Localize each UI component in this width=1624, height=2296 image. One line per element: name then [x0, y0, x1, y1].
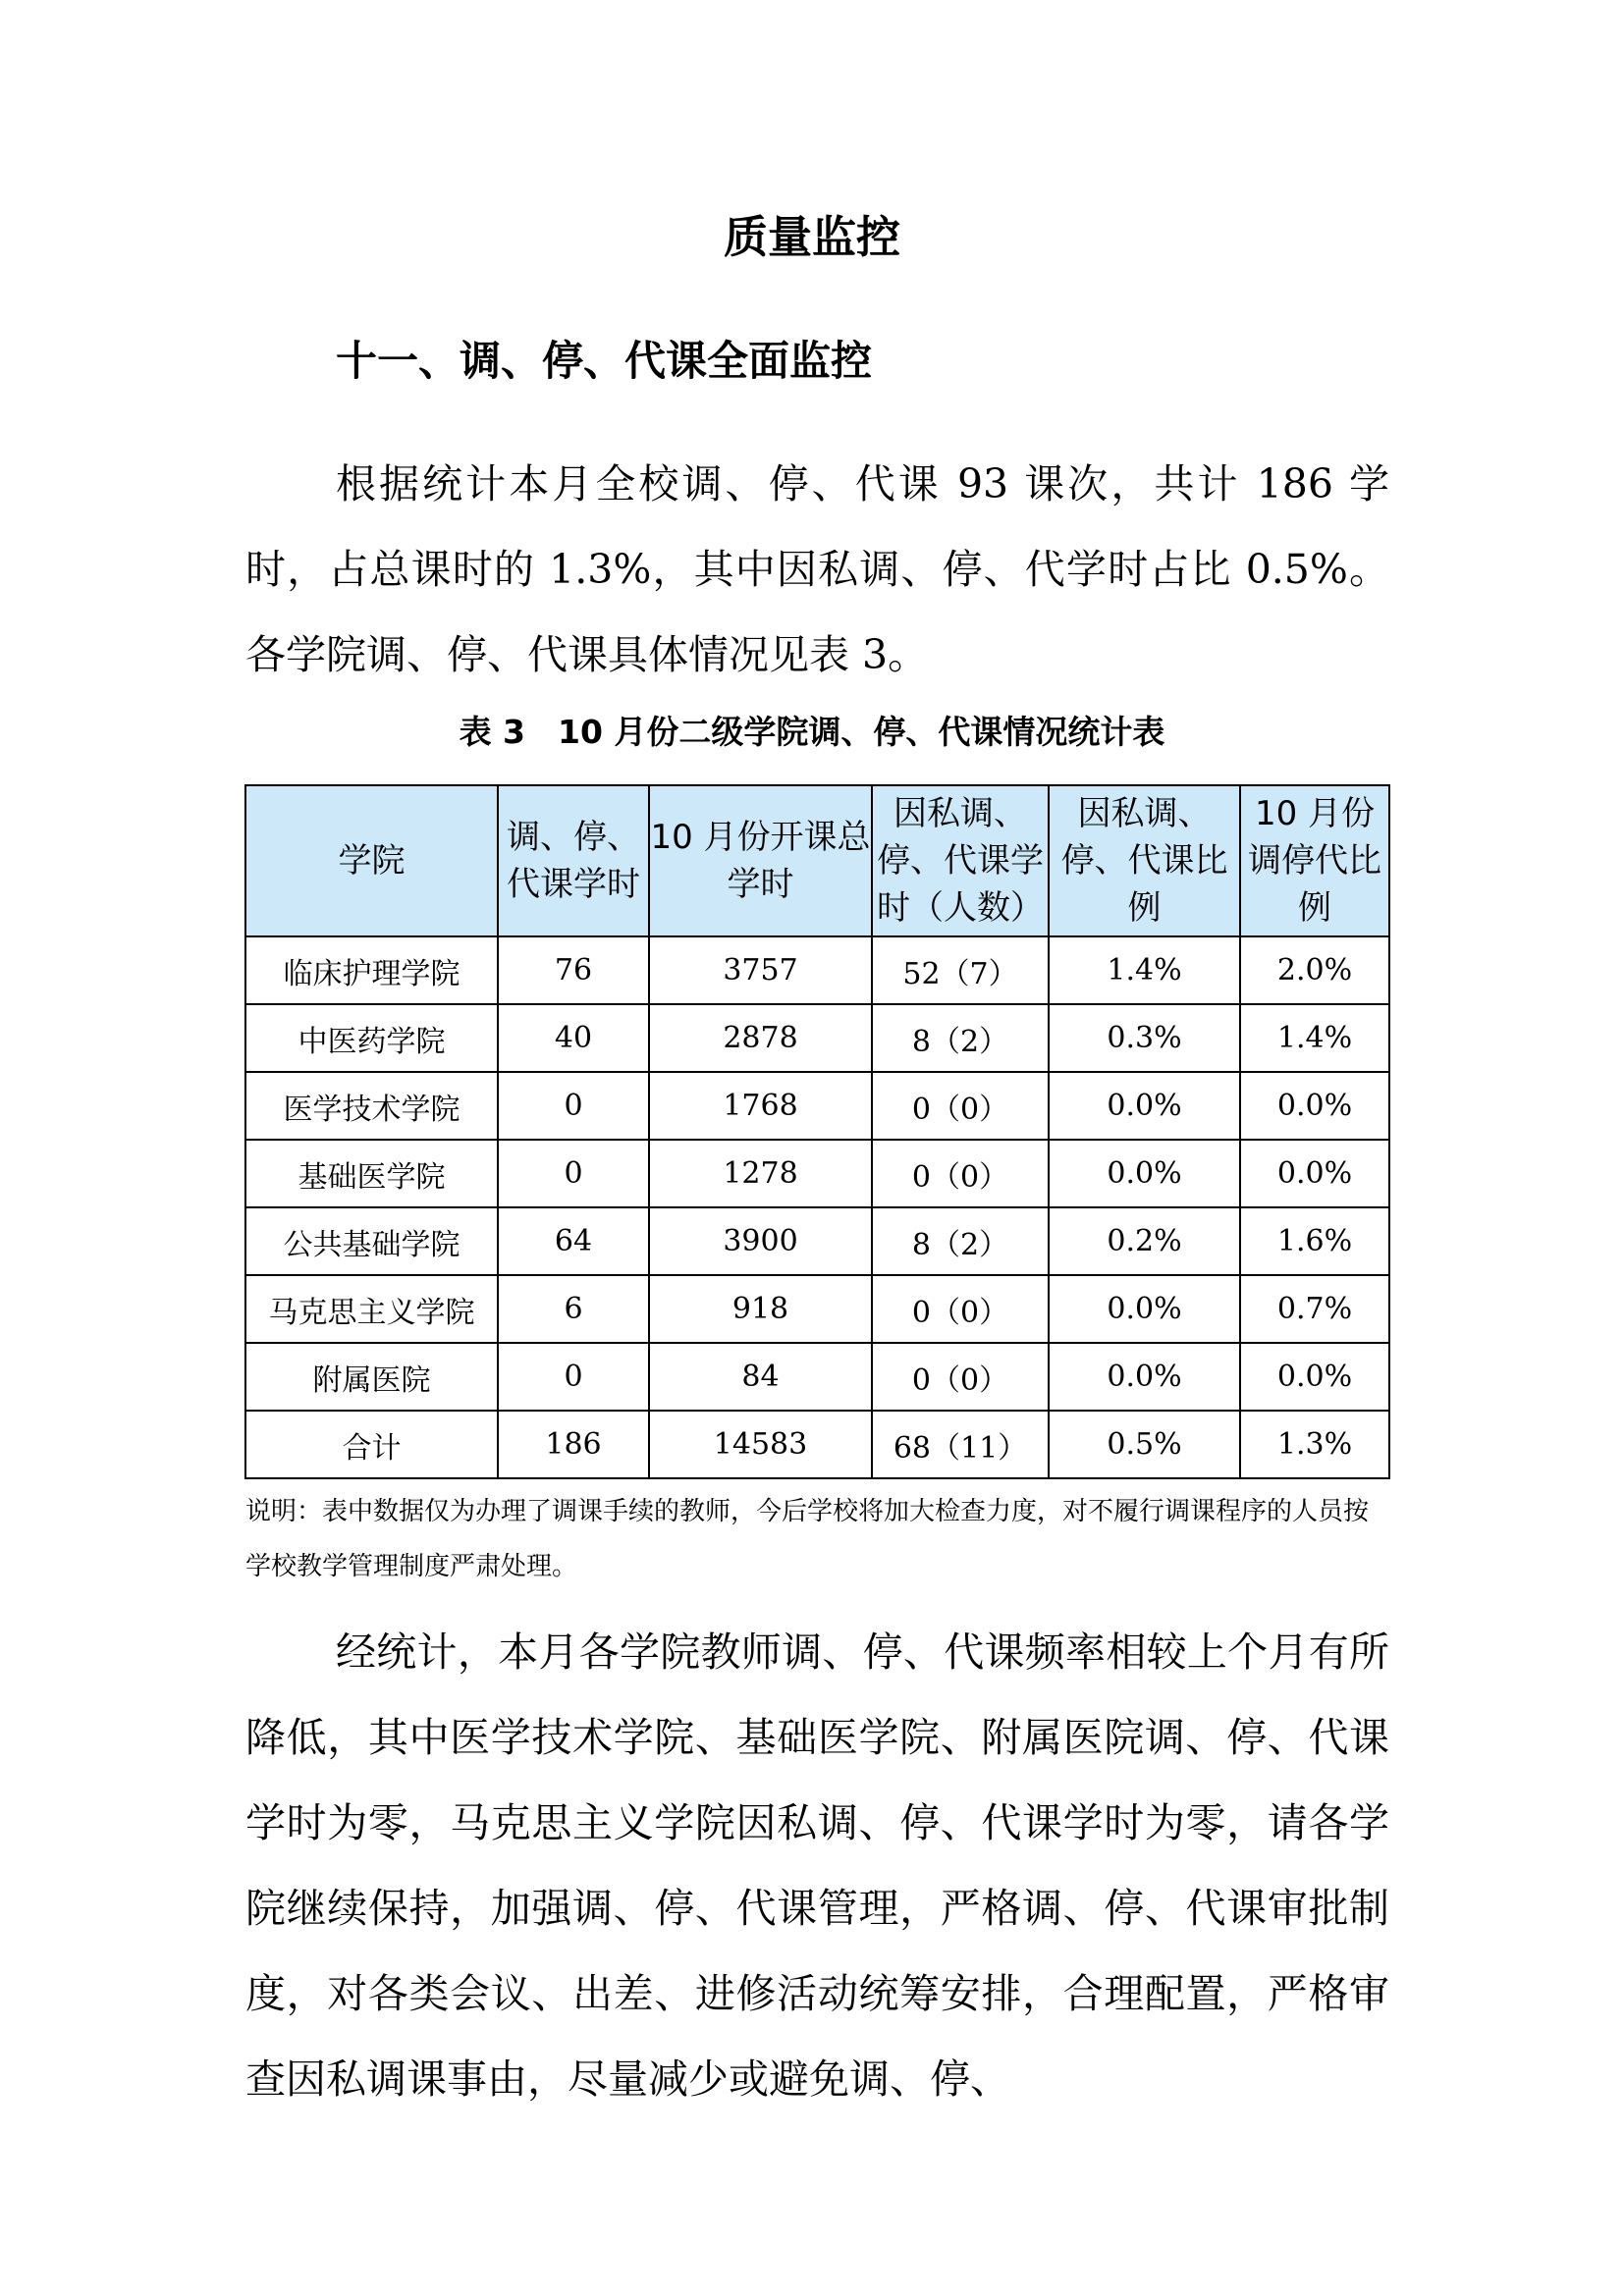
header-private-ratio: 因私调、停、代课比例 — [1049, 785, 1240, 936]
table-row — [245, 1140, 1389, 1207]
college-cell: 基础医学院 — [245, 1140, 498, 1207]
table-row — [245, 1343, 1389, 1411]
private-ratio-cell: 0.0% — [1049, 1275, 1240, 1343]
overall-ratio-cell: 1.6% — [1240, 1207, 1389, 1275]
overall-ratio-cell: 1.3% — [1240, 1411, 1389, 1478]
adjusted-hours-cell: 186 — [498, 1411, 649, 1478]
summary-paragraph: 经统计，本月各学院教师调、停、代课频率相较上个月有所降低，其中医学技术学院、基础医学院、附属医院调、停、代课学时为零，马克思主义学院因私调、停、代课学时为零，请各学院继续保持，加强调、停、代课管理，严格调、停、代课审批制度，对各类会议、出差、进修活动统筹安排，合理配置，严格审查因私调课事由，尽量减少或避免调、停、 — [245, 1629, 1389, 2103]
overall-ratio-cell: 0.7% — [1240, 1275, 1389, 1343]
private-hours-cell: 0（0） — [872, 1275, 1049, 1343]
college-cell: 临床护理学院 — [245, 936, 498, 1004]
table-row — [245, 1275, 1389, 1343]
table-row — [245, 936, 1389, 1004]
table-caption: 表 3 10 月份二级学院调、停、代课情况统计表 — [459, 713, 1165, 751]
total-hours-cell: 3757 — [649, 936, 872, 1004]
private-hours-cell: 8（2） — [872, 1004, 1049, 1072]
header-overall-ratio: 10 月份调停代比例 — [1240, 785, 1389, 936]
header-private-hours: 因私调、停、代课学时（人数） — [872, 785, 1049, 936]
adjusted-hours-cell: 76 — [498, 936, 649, 1004]
adjusted-hours-cell: 6 — [498, 1275, 649, 1343]
total-hours-cell: 1768 — [649, 1072, 872, 1140]
total-hours-cell: 84 — [649, 1343, 872, 1411]
private-ratio-cell: 0.0% — [1049, 1343, 1240, 1411]
private-ratio-cell: 0.0% — [1049, 1140, 1240, 1207]
private-ratio-cell: 0.5% — [1049, 1411, 1240, 1478]
header-adjusted-hours: 调、停、代课学时 — [498, 785, 649, 936]
adjusted-hours-cell: 64 — [498, 1207, 649, 1275]
college-cell: 中医药学院 — [245, 1004, 498, 1072]
intro-paragraph: 根据统计本月全校调、停、代课 93 课次，共计 186 学时，占总课时的 1.3%，其中因私调、停、代学时占比 0.5%。各学院调、停、代课具体情况见表 3。 — [245, 460, 1389, 678]
table-total-row — [245, 1411, 1389, 1478]
total-hours-cell: 3900 — [649, 1207, 872, 1275]
private-ratio-cell: 0.3% — [1049, 1004, 1240, 1072]
college-cell: 附属医院 — [245, 1343, 498, 1411]
private-ratio-cell: 1.4% — [1049, 936, 1240, 1004]
adjusted-hours-cell: 40 — [498, 1004, 649, 1072]
private-hours-cell: 0（0） — [872, 1343, 1049, 1411]
overall-ratio-cell: 1.4% — [1240, 1004, 1389, 1072]
private-hours-cell: 0（0） — [872, 1072, 1049, 1140]
private-ratio-cell: 0.2% — [1049, 1207, 1240, 1275]
overall-ratio-cell: 0.0% — [1240, 1140, 1389, 1207]
table-note: 说明：表中数据仅为办理了调课手续的教师，今后学校将加大检查力度，对不履行调课程序的人员按学校教学管理制度严肃处理。 — [245, 1497, 1370, 1581]
section-heading: 十一、调、停、代课全面监控 — [336, 337, 873, 385]
private-hours-cell: 68（11） — [872, 1411, 1049, 1478]
page-title: 质量监控 — [723, 211, 900, 263]
adjusted-hours-cell: 0 — [498, 1343, 649, 1411]
private-hours-cell: 8（2） — [872, 1207, 1049, 1275]
header-college: 学院 — [245, 785, 498, 936]
table-row — [245, 1207, 1389, 1275]
table-header-row — [245, 785, 1389, 936]
statistics-table — [244, 784, 1390, 1479]
private-hours-cell: 0（0） — [872, 1140, 1049, 1207]
total-hours-cell: 2878 — [649, 1004, 872, 1072]
total-hours-cell: 14583 — [649, 1411, 872, 1478]
header-total-hours: 10 月份开课总学时 — [649, 785, 872, 936]
table-row — [245, 1072, 1389, 1140]
adjusted-hours-cell: 0 — [498, 1140, 649, 1207]
adjusted-hours-cell: 0 — [498, 1072, 649, 1140]
overall-ratio-cell: 2.0% — [1240, 936, 1389, 1004]
total-hours-cell: 1278 — [649, 1140, 872, 1207]
college-cell: 马克思主义学院 — [245, 1275, 498, 1343]
private-hours-cell: 52（7） — [872, 936, 1049, 1004]
overall-ratio-cell: 0.0% — [1240, 1343, 1389, 1411]
college-cell: 合计 — [245, 1411, 498, 1478]
college-cell: 公共基础学院 — [245, 1207, 498, 1275]
total-hours-cell: 918 — [649, 1275, 872, 1343]
college-cell: 医学技术学院 — [245, 1072, 498, 1140]
overall-ratio-cell: 0.0% — [1240, 1072, 1389, 1140]
private-ratio-cell: 0.0% — [1049, 1072, 1240, 1140]
table-row — [245, 1004, 1389, 1072]
